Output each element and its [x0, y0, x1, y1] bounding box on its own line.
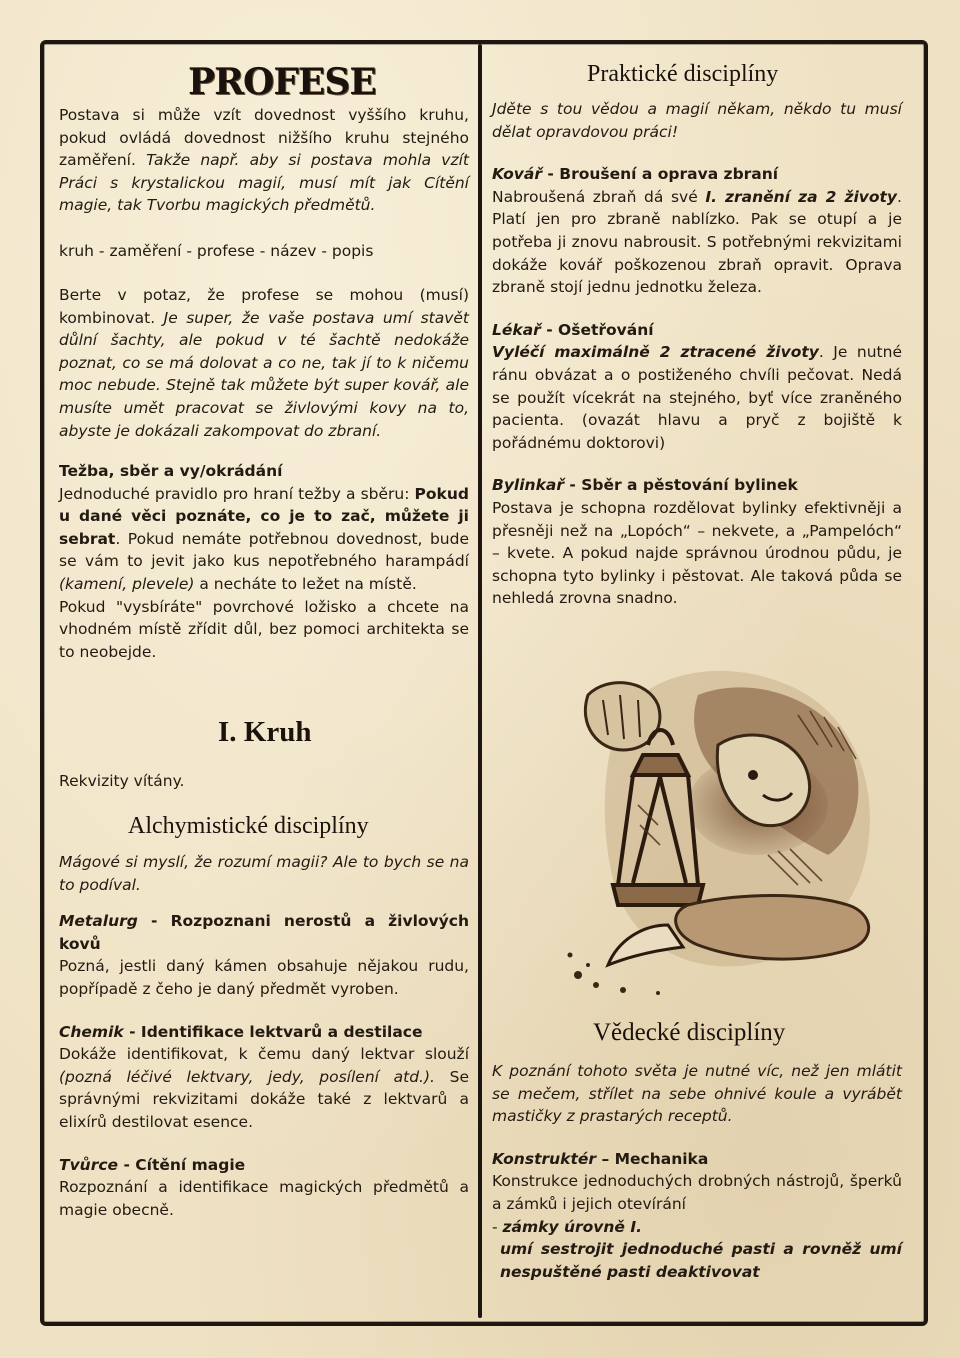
tvurce-name: Tvůrce	[59, 1155, 119, 1174]
combine-italic: Je super, že vaše postava umí stavět důlní šachty, ale pokud v té šachtě nedokáže poznat, co se má dolovat a co ne, tak jí to k ničemu moc nebude. Stejně tak můžete být super kovář, ale musíte umět pracovat se živlovými kovy na to, abyste je dokázali zakompovat do zbraní.	[59, 308, 470, 440]
smith-skill: - Broušení a oprava zbraní	[542, 165, 779, 184]
herbalist-heading	[492, 474, 902, 497]
column-divider	[478, 44, 482, 1318]
combine-paragraph	[59, 284, 469, 442]
herbalist-name: Bylinkař	[492, 476, 564, 495]
herbalist-desc: Postava je schopna rozdělovat bylinky efektivněji a přesněji než na „Lopóch“ – nekvete, a „Pampelóch“ – kvete. A pokud najde správnou úrodnou půdu, je schopna tyto bylinky i pěstovat. Ale taková půda se nehledá zrovna snadno.	[492, 498, 902, 608]
page-title: PROFESE	[188, 61, 376, 103]
mining-text	[59, 483, 469, 596]
alchemy-motto: Mágové si myslí, že rozumí magii? Ale to bych se na to podíval.	[59, 853, 469, 894]
practical-section	[492, 98, 902, 610]
doctor-skill: - Ošetřování	[540, 320, 654, 339]
schema-line: kruh - zaměření - profese - název - popis	[59, 242, 374, 260]
mining-rule-bold: Pokud u dané věci poznáte, co je to zač, můžete ji sebrat	[59, 484, 469, 548]
doctor-desc-1: Vyléčí maximálně 2 ztracené životy	[492, 343, 819, 362]
chemik-desc-3: Se správnými rekvizitami dokáže také z lektvarů a elixírů destilovat esence.	[59, 1067, 469, 1131]
herbalist-skill: - Sběr a pěstování bylinek	[564, 476, 798, 495]
doctor-desc-2: . Je nutné ránu obvázat a o postiženého chvíli pečovat. Nedá se použít vícekrát na stejného, byť více zraněného pacienta. (ovazát hlavu a pryč z bojiště k pořádnému doktorovi)	[492, 343, 902, 452]
mining-mine: Pokud "vysbíráte" povrchové ložisko a chcete na vhodném místě zřídit důl, bez pomoci architekta se to neobejde.	[59, 597, 469, 661]
constructor-desc: Konstrukce jednoduchých drobných nástrojů, šperků a zámků i jejich otevírání	[492, 1172, 902, 1213]
metalurg-skill: - Rozpoznani nerostů a živlových kovů	[59, 912, 469, 953]
constructor-name: Konstruktér	[492, 1149, 597, 1168]
tvurce-desc: Rozpoznání a identifikace magických předmětů a magie obecně.	[59, 1178, 469, 1219]
props-note: Rekvizity vítány.	[59, 772, 185, 790]
doctor-name: Lékař	[492, 320, 541, 339]
mining-leave: a necháte to ležet na místě.	[194, 574, 417, 593]
constructor-traps: umí sestrojit jednoduché pasti a rovněž umí nespuštěné pasti deaktivovat	[500, 1240, 902, 1281]
metalurg-name: Metalurg	[59, 912, 138, 931]
science-motto: K poznání tohoto světa je nutné víc, než jen mlátit se mečem, střílet na sebe ohnivé koule a vyrábět mastičky z prastarých receptů.	[492, 1062, 902, 1126]
practical-title: Praktické disciplíny	[587, 61, 779, 87]
constructor-locks	[492, 1216, 902, 1239]
chemik-heading	[59, 1021, 469, 1044]
smith-name: Kovář	[492, 165, 543, 184]
mining-junk: (kamení, plevele)	[59, 574, 195, 593]
smith-desc-3: . Platí jen pro zbraně nablízko. Pak se otupí a je potřeba ji znovu nabrousit. S potřebnými rekvizitami dokáže kovář poškozenou zbraň opravit. Oprava zbraně stojí jednu jednotku železa.	[492, 187, 902, 297]
smith-desc-1: Nabroušená zbraň dá své	[492, 187, 706, 206]
chemik-skill: - Identifikace lektvarů a destilace	[123, 1022, 423, 1041]
alchemy-section	[59, 851, 469, 1221]
mining-section	[59, 460, 469, 663]
constructor-heading	[492, 1148, 902, 1171]
metalurg-desc: Pozná, jestli daný kámen obsahuje nějakou rudu, popřípadě z čeho je daný předmět vyroben.	[59, 957, 469, 998]
science-section	[492, 1060, 902, 1283]
mining-heading: Težba, sběr a vy/okrádání	[59, 462, 283, 480]
mining-rule: Jednoduché pravidlo pro hraní težby a sběru:	[59, 484, 415, 503]
intro-paragraph	[59, 104, 469, 217]
smith-desc-2: I. zranění za 2 životy	[705, 187, 898, 206]
illustration-creature-lantern	[548, 655, 908, 1005]
doctor-heading	[492, 319, 902, 342]
science-title: Vědecké disciplíny	[593, 1019, 786, 1046]
constructor-locks-level: zámky úrovně I.	[502, 1217, 643, 1236]
intro-normal: Postava si může vzít dovednost vyššího kruhu, pokud ovládá dovednost nižšího kruhu stejného zaměření.	[59, 106, 469, 170]
chemik-desc-1: Dokáže identifikovat, k čemu daný lektvar slouží	[59, 1045, 469, 1064]
smith-heading	[492, 163, 902, 186]
constructor-dash: -	[492, 1217, 503, 1236]
intro-italic: Takže např. aby si postava mohla vzít Práci s krystalickou magií, musí mít jak Cítění magie, tak Tvorbu magických předmětů.	[59, 151, 470, 215]
circle-title: I. Kruh	[218, 716, 312, 748]
tvurce-heading	[59, 1154, 469, 1177]
tvurce-skill: - Cítění magie	[118, 1155, 246, 1174]
chemik-desc-2: (pozná léčivé lektvary, jedy, posílení atd.).	[59, 1067, 435, 1086]
smith-desc	[492, 186, 902, 299]
doctor-desc	[492, 341, 902, 454]
mining-rule-rest: . Pokud nemáte potřebnou dovednost, bude se vám to jevit jako kus nepotřebného harampádí	[59, 529, 469, 571]
constructor-skill: – Mechanika	[596, 1149, 709, 1168]
metalurg-heading	[59, 910, 469, 955]
chemik-name: Chemik	[59, 1022, 124, 1041]
practical-motto: Jděte s tou vědou a magií někam, někdo tu musí dělat opravdovou práci!	[492, 100, 902, 141]
combine-normal: Berte v potaz, že profese se mohou (musí) kombinovat.	[59, 286, 469, 327]
alchemy-title: Alchymistické disciplíny	[128, 813, 369, 839]
chemik-desc	[59, 1043, 469, 1133]
